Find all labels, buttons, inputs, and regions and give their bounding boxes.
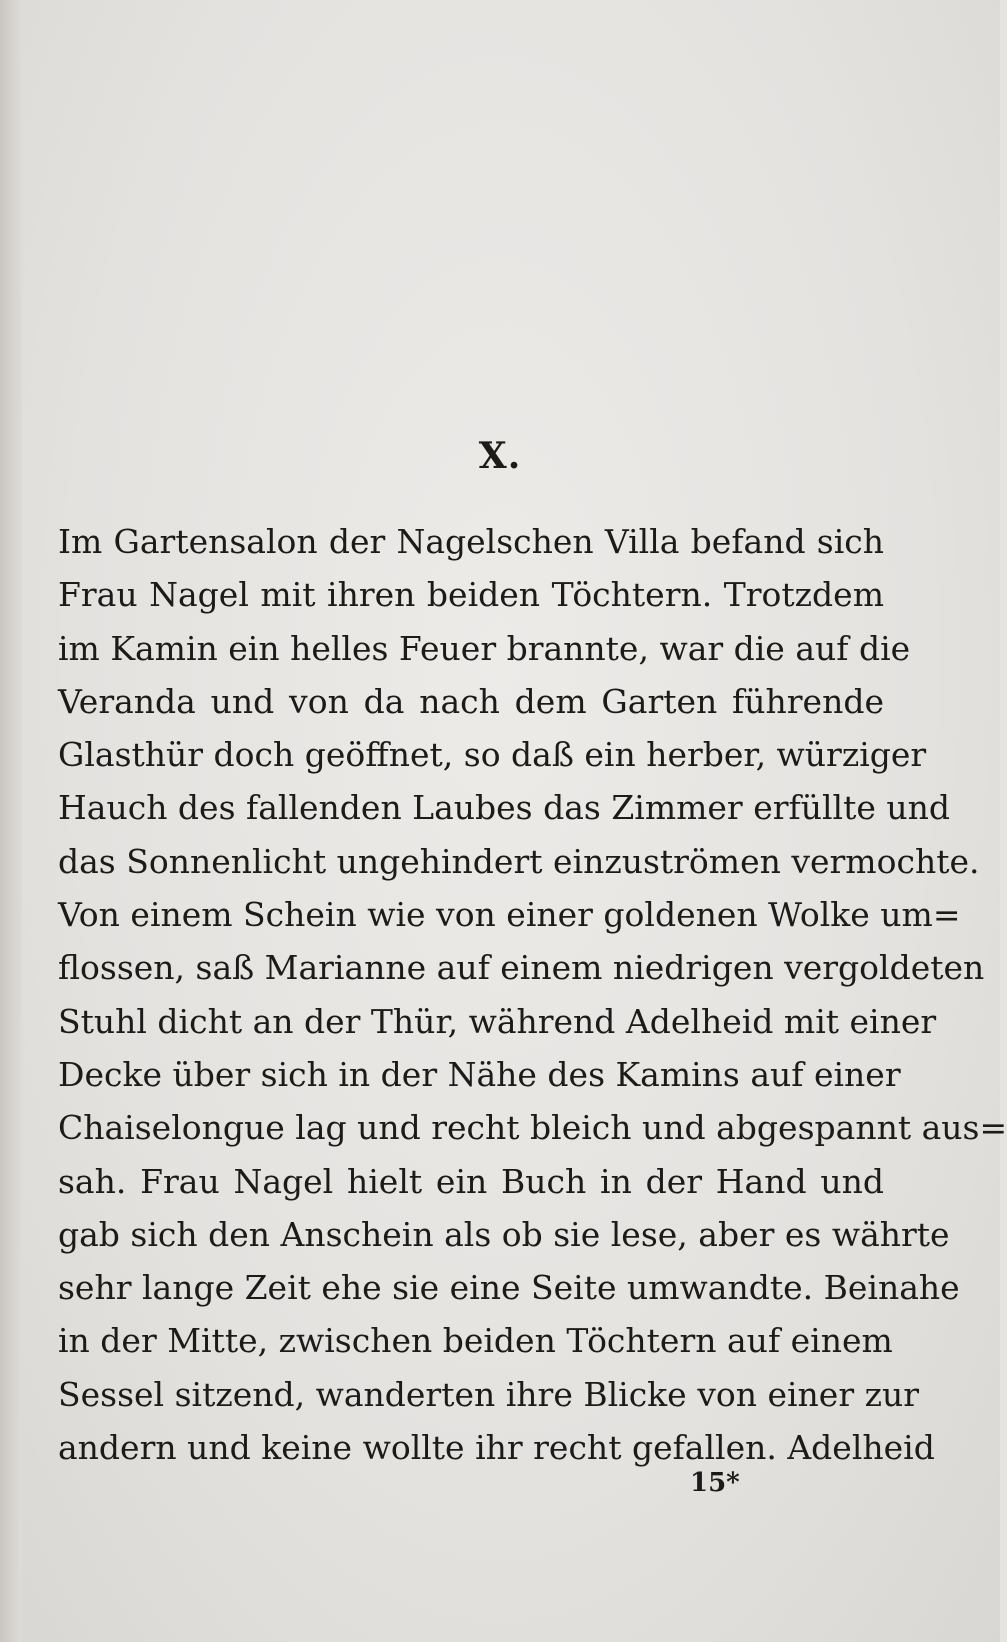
text-line: sah. Frau Nagel hielt ein Buch in der Hand und [58, 1161, 884, 1201]
text-line: gab sich den Anschein als ob sie lese, aber es währte [58, 1214, 950, 1254]
body-paragraph [58, 515, 1007, 1474]
text-line: in der Mitte, zwischen beiden Töchtern auf einem [58, 1321, 893, 1361]
page-gutter-shadow [0, 0, 22, 1642]
text-line: Von einem Schein wie von einer goldenen Wolke um= [58, 895, 961, 935]
text-line: flossen, saß Marianne auf einem niedrigen vergoldeten [58, 948, 985, 988]
text-line: Veranda und von da nach dem Garten führende [58, 681, 884, 721]
text-line: Im Gartensalon der Nagelschen Villa befand sich [58, 522, 884, 561]
text-line: andern und keine wollte ihr recht gefallen. Adelheid [58, 1428, 935, 1468]
text-line: Frau Nagel mit ihren beiden Töchtern. Trotzdem [58, 575, 884, 615]
text-line: das Sonnenlicht ungehindert einzuströmen vermochte. [58, 841, 980, 881]
text-line: Decke über sich in der Nähe des Kamins auf einer [58, 1054, 901, 1094]
text-line: im Kamin ein helles Feuer brannte, war die auf die [58, 628, 911, 668]
chapter-heading: X. [478, 435, 522, 477]
text-line: Glasthür doch geöffnet, so daß ein herber, würziger [58, 735, 927, 775]
text-line: Stuhl dicht an der Thür, während Adelheid mit einer [58, 1001, 937, 1041]
page-number: 15* [690, 1468, 740, 1498]
text-line: sehr lange Zeit ehe sie eine Seite umwandte. Beinahe [58, 1268, 960, 1308]
text-line: Hauch des fallenden Laubes das Zimmer erfüllte und [58, 788, 950, 828]
text-line: Chaiselongue lag und recht bleich und abgespannt aus= [58, 1108, 1007, 1148]
text-line: Sessel sitzend, wanderten ihre Blicke von einer zur [58, 1374, 919, 1414]
